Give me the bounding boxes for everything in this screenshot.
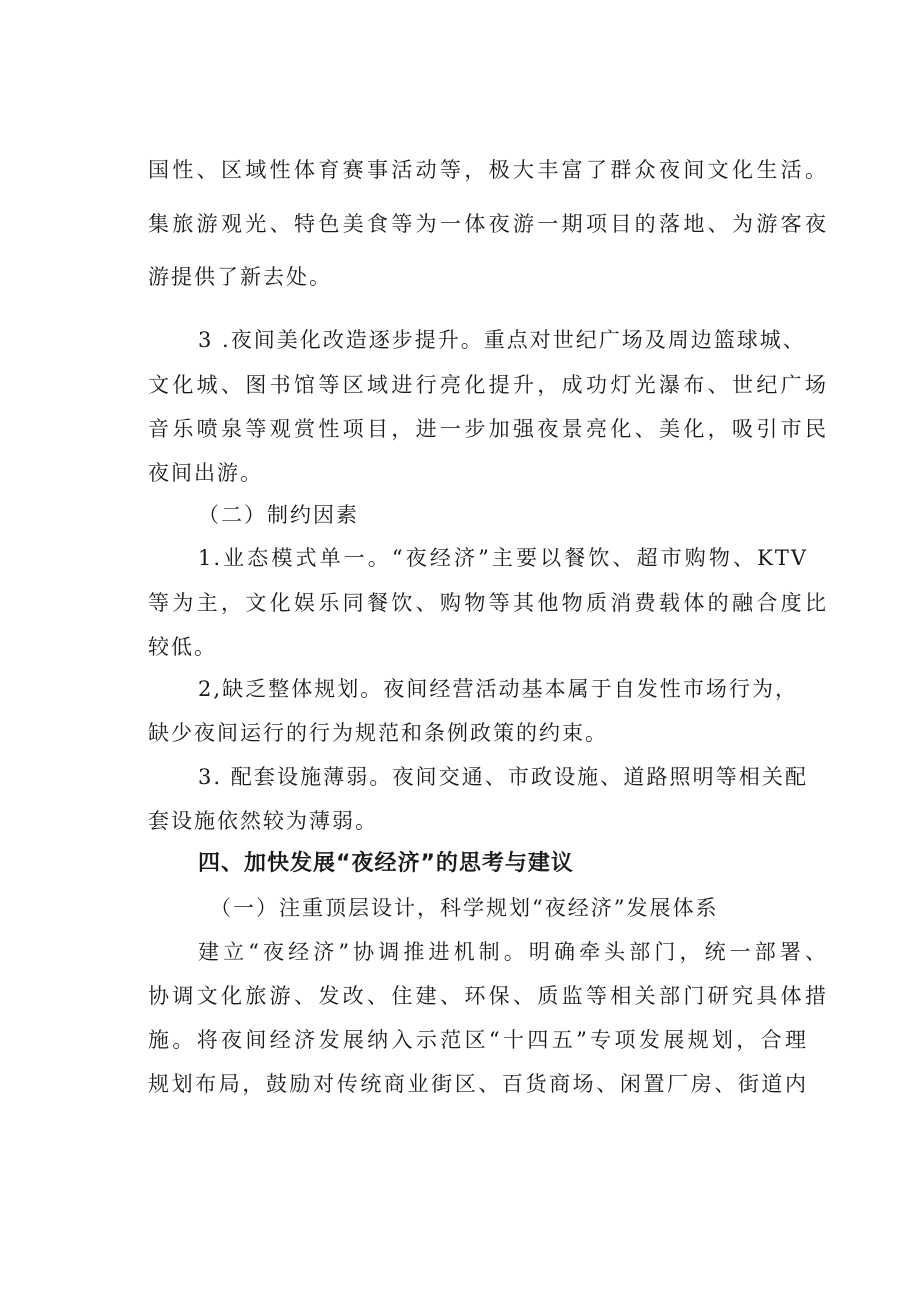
text-line: 音乐喷泉等观赏性项目，进一步加强夜景亮化、美化，吸引市民 [148, 417, 828, 441]
text-line: 游提供了新去处。 [148, 265, 332, 289]
text-line: 缺少夜间运行的行为规范和条例政策的约束。 [148, 721, 608, 745]
text-line: 3 .夜间美化改造逐步提升。重点对世纪广场及周边篮球城、 [198, 328, 806, 352]
text-line: 较低。 [148, 635, 217, 659]
section-heading: 四、加快发展“夜经济”的思考与建议 [198, 851, 574, 876]
text-line: 等为主，文化娱乐同餐饮、购物等其他物质消费载体的融合度比 [148, 591, 828, 615]
text-line: 3. 配套设施薄弱。夜间交通、市政设施、道路照明等相关配 [198, 765, 808, 789]
subsection-title: （一）注重顶层设计，科学规划“夜经济”发展体系 [210, 896, 719, 920]
text-line: 协调文化旅游、发改、住建、环保、质监等相关部门研究具体措 [148, 984, 828, 1008]
subsection-title: （二）制约因素 [198, 503, 359, 527]
text-line: 文化城、图书馆等区域进行亮化提升，成功灯光瀑布、世纪广场 [148, 373, 828, 397]
text-line: 2,缺乏整体规划。夜间经营活动基本属于自发性市场行为， [198, 677, 798, 701]
text-line: 套设施依然较为薄弱。 [148, 809, 378, 833]
text-line: 1.业态模式单一。“夜经济”主要以餐饮、超市购物、KTV [198, 546, 808, 570]
text-line: 集旅游观光、特色美食等为一体夜游一期项目的落地、为游客夜 [148, 212, 828, 236]
text-line: 夜间出游。 [148, 461, 263, 485]
text-line: 规划布局，鼓励对传统商业街区、百货商场、闲置厂房、街道内 [148, 1072, 808, 1096]
text-line: 施。将夜间经济发展纳入示范区“十四五”专项发展规划，合理 [148, 1028, 808, 1052]
text-line: 建立“夜经济”协调推进机制。明确牵头部门，统一部署、 [198, 940, 828, 964]
text-line: 国性、区域性体育赛事活动等，极大丰富了群众夜间文化生活。 [148, 158, 828, 182]
